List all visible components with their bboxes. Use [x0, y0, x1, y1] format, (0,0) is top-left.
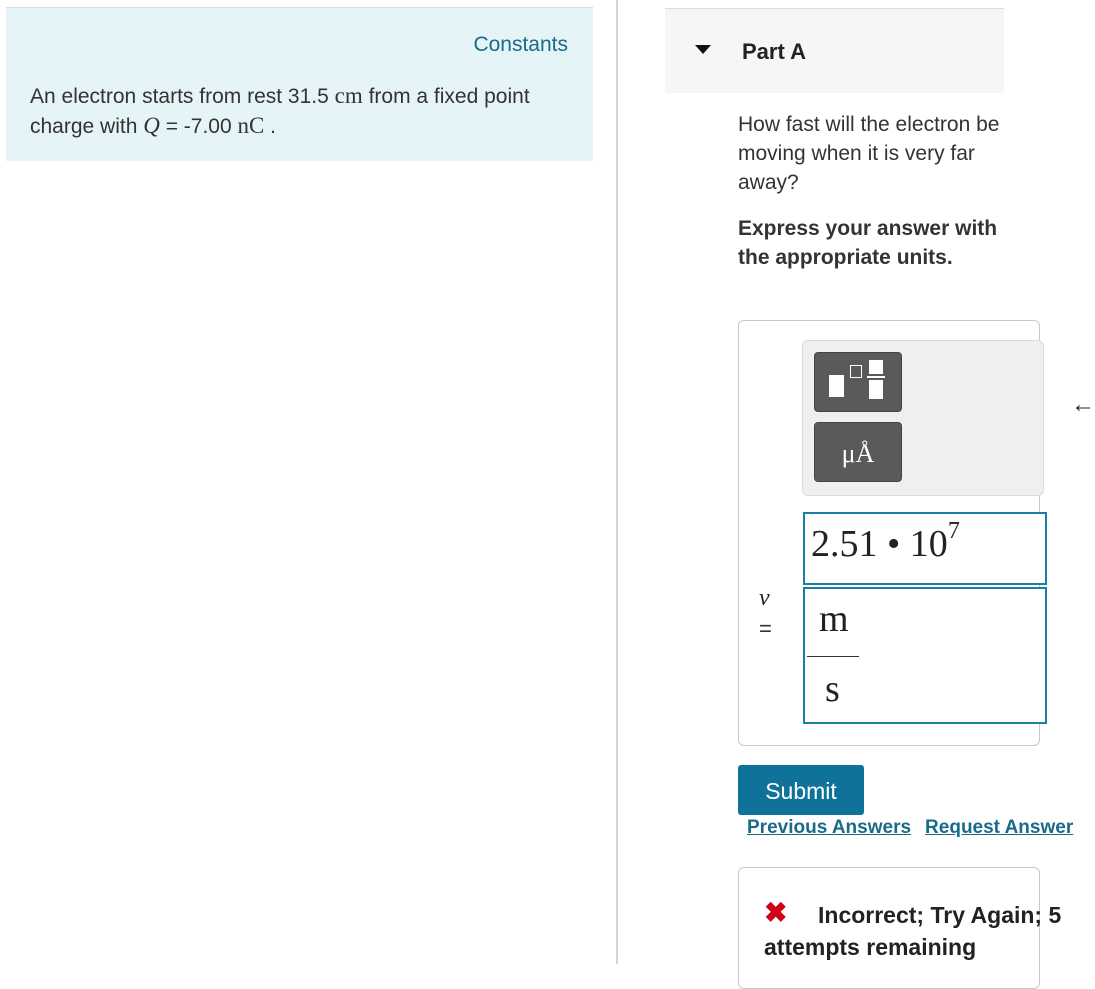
problem-text-part: from a fixed point charge with	[30, 85, 530, 138]
panel-divider	[616, 0, 618, 964]
problem-text-part: .	[264, 115, 277, 138]
template-superscript-icon	[850, 365, 862, 378]
value-input-field[interactable]	[803, 512, 1047, 585]
answer-links	[747, 817, 1073, 839]
unit-denominator: s	[825, 668, 840, 710]
feedback-message: Incorrect; Try Again; 5 attempts remaining	[764, 902, 1062, 960]
unit-cm: cm	[334, 83, 363, 108]
template-square-icon	[829, 375, 844, 397]
equals-sign: =	[759, 616, 772, 641]
question-text: How fast will the electron be moving when it is very far away?	[738, 113, 1000, 194]
units-button[interactable]	[814, 422, 902, 482]
unit-nc: nC	[237, 113, 265, 138]
problem-text-part: An electron starts from rest 31.5	[30, 85, 335, 108]
variable-label: v	[759, 585, 770, 611]
unit-fraction-bar	[807, 656, 859, 657]
value-mantissa: 2.51 • 10	[811, 523, 948, 565]
submit-button[interactable]: Submit	[738, 765, 864, 815]
units-icon: μÅ	[841, 439, 875, 468]
request-answer-link[interactable]: Request Answer	[925, 817, 1074, 838]
part-a-header[interactable]	[665, 8, 1004, 93]
answer-instructions: Express your answer with the appropriate units.	[738, 217, 998, 269]
value-exponent: 7	[947, 518, 960, 544]
value-text	[811, 518, 960, 566]
charge-symbol: Q	[143, 113, 160, 138]
templates-button[interactable]	[814, 352, 902, 412]
answer-entry-box	[738, 320, 1095, 746]
undo-arrow-icon[interactable]: ←	[1071, 391, 1095, 418]
template-denominator-icon	[869, 380, 883, 399]
feedback-panel	[738, 867, 1062, 989]
math-toolbar	[802, 340, 1095, 496]
template-numerator-icon	[869, 360, 883, 374]
problem-statement-panel	[6, 8, 593, 161]
problem-text	[30, 81, 560, 141]
caret-down-icon[interactable]	[695, 45, 711, 54]
template-fraction-bar-icon	[867, 376, 885, 378]
previous-answers-link[interactable]: Previous Answers	[747, 817, 912, 838]
unit-numerator: m	[819, 598, 849, 640]
constants-link[interactable]: Constants	[473, 33, 568, 56]
incorrect-x-icon: ✖	[764, 897, 788, 928]
problem-text-part: = -7.00	[159, 115, 238, 138]
part-title: Part A	[742, 39, 806, 64]
units-input-field[interactable]	[803, 587, 1047, 724]
